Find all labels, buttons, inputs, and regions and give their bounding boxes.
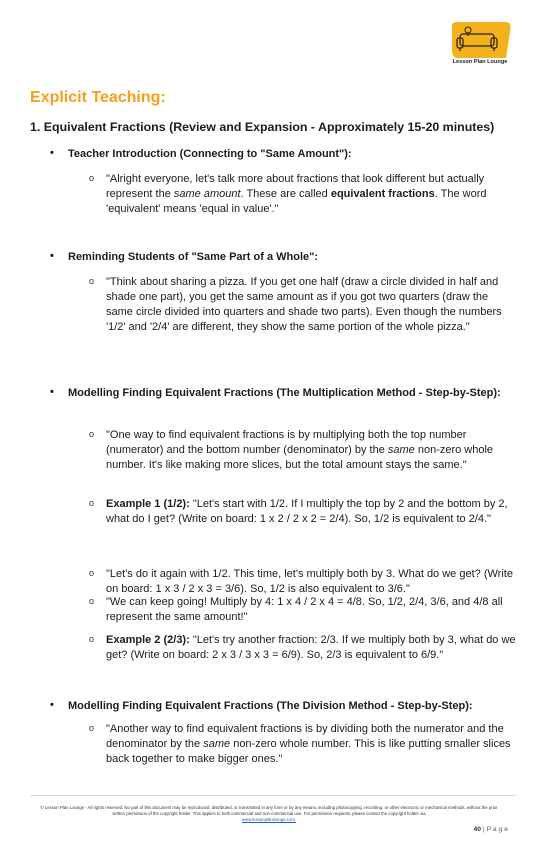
section-title: Explicit Teaching:: [30, 89, 166, 106]
bullet-icon: •: [50, 250, 54, 262]
sub-bullet-icon: o: [89, 568, 95, 578]
sub-bullet-text: "Alright everyone, let's talk more about fractions that look different but actually represent the same amount. These are called equivalent fractions. The word 'equivalent' means 'equal in value'.": [106, 173, 487, 215]
sub-bullet-text: "Another way to find equivalent fractions is by dividing both the numerator and the denominator by the same non-zero whole number. This is like putting smaller slices back together to make bigger ones.": [106, 723, 511, 765]
sub-bullet-icon: o: [89, 634, 95, 644]
sub-bullet-text: "One way to find equivalent fractions is by multiplying both the top number (numerator) and the bottom number (denominator) by the same non-zero whole number. It's like making more slices, but the total amount stays the same.": [106, 429, 494, 471]
sub-bullet-icon: o: [89, 173, 95, 183]
sub-bullet-text: Example 1 (1/2): "Let's start with 1/2. If I multiply the top by 2 and the bottom by 2, what do I get? (Write on board: 1 x 2 / 2 x 2 = 2/4). So, 1/2 is equivalent to 2/4.": [106, 498, 508, 525]
sub-bullet-icon: o: [89, 723, 95, 733]
bullet-heading: Modelling Finding Equivalent Fractions (The Multiplication Method - Step-by-Step):: [68, 387, 501, 399]
sub-bullet-icon: o: [89, 596, 95, 606]
lesson-heading: 1. Equivalent Fractions (Review and Expansion - Approximately 15-20 minutes): [30, 120, 495, 134]
logo-text: Lesson Plan Lounge: [452, 59, 508, 65]
footer-website-link[interactable]: www.lessonplanlounge.com.: [241, 817, 297, 822]
sub-bullet-icon: o: [89, 498, 95, 508]
bullet-heading: Modelling Finding Equivalent Fractions (The Division Method - Step-by-Step):: [68, 700, 473, 712]
bullet-heading: Teacher Introduction (Connecting to "Same Amount"):: [68, 148, 352, 160]
bullet-icon: •: [50, 147, 54, 159]
sub-bullet-text: "We can keep going! Multiply by 4: 1 x 4 / 2 x 4 = 4/8. So, 1/2, 2/4, 3/6, and 4/8 all represent the same amount!": [106, 596, 503, 623]
footer-divider: [30, 795, 516, 796]
bullet-icon: •: [50, 386, 54, 398]
sub-bullet-text: Example 2 (2/3): "Let's try another fraction: 2/3. If we multiply both by 3, what do we get? (Write on board: 2 x 3 / 3 x 3 = 6/9). So, 2/3 is equivalent to 6/9.": [106, 634, 516, 661]
sub-bullet-icon: o: [89, 429, 95, 439]
bullet-heading: Reminding Students of "Same Part of a Whole":: [68, 251, 319, 263]
footer-copyright: © Lesson Plan Lounge - All rights reserved. No part of this document may be reproduced, distributed, or transmitted in any form or by any means, including photocopying, recording, or other electronic or mechanical methods, without the prior written permission of the copyright holder. This applies to both commercial and non-commercial use. For permission requests, please contact the copyright holder via www.lessonplanlounge.com.: [40, 805, 498, 822]
bullet-icon: •: [50, 699, 54, 711]
sub-bullet-text: "Think about sharing a pizza. If you get one half (draw a circle divided in half and shade one part), you get the same amount as if you got two quarters (draw the same circle divided into quarters and shade two parts). Even though the numbers '1/2' and '2/4' are different, they show the same portion of the whole pizza.": [106, 276, 502, 333]
sub-bullet-text: "Let's do it again with 1/2. This time, let's multiply both by 3. What do we get? (Write on board: 1 x 3 / 2 x 3 = 3/6). So, 1/2 is also equivalent to 3/6.": [106, 568, 513, 595]
sub-bullet-icon: o: [89, 276, 95, 286]
page-number: 40 | P a g e: [473, 826, 508, 833]
